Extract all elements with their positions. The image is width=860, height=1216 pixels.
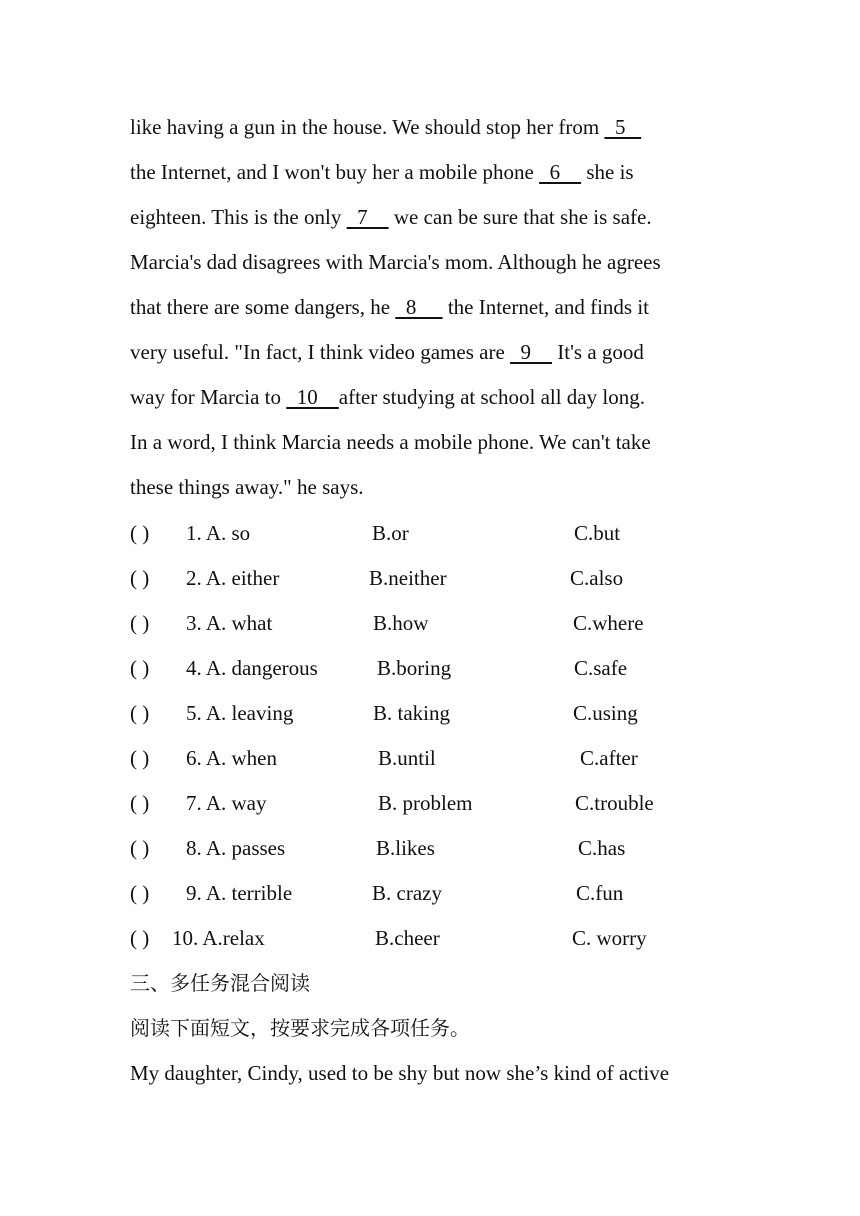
answer-paren-4[interactable]: ( ) xyxy=(130,656,150,680)
question-6-option-c: C.after xyxy=(580,746,638,770)
question-1-option-b: B.or xyxy=(372,521,409,545)
passage-line-8 xyxy=(130,430,651,454)
question-2-option-a: 2. A. either xyxy=(186,566,280,590)
answer-paren-6[interactable]: ( ) xyxy=(130,746,150,770)
question-6-option-a: 6. A. when xyxy=(186,746,277,770)
text-segment: In a word, I think Marcia needs a mobile phone. We can't take xyxy=(130,430,651,454)
answer-paren-3[interactable]: ( ) xyxy=(130,611,150,635)
answer-paren-7[interactable]: ( ) xyxy=(130,791,150,815)
text-segment: the Internet, and I won't buy her a mobile phone xyxy=(130,160,540,184)
blank-7: 7 xyxy=(346,205,389,229)
question-7-option-a: 7. A. way xyxy=(186,791,267,815)
question-10-option-b: B.cheer xyxy=(375,926,440,950)
question-4-option-a: 4. A. dangerous xyxy=(186,656,318,680)
question-4-option-c: C.safe xyxy=(574,656,628,680)
question-2-option-c: C.also xyxy=(570,566,624,590)
text-segment: like having a gun in the house. We should stop her from xyxy=(130,115,605,139)
text-segment: the Internet, and finds it xyxy=(442,295,650,319)
passage-line-6 xyxy=(130,340,644,364)
passage-line-1 xyxy=(130,115,641,139)
question-3-option-b: B.how xyxy=(373,611,429,635)
answer-paren-2[interactable]: ( ) xyxy=(130,566,150,590)
question-10-option-c: C. worry xyxy=(572,926,647,950)
text-segment: these things away." he says. xyxy=(130,475,364,499)
blank-6: 6 xyxy=(539,160,582,184)
text-segment: way for Marcia to xyxy=(130,385,287,409)
passage-line-3 xyxy=(130,205,652,229)
question-3-option-c: C.where xyxy=(573,611,644,635)
blank-10: 10 xyxy=(286,385,339,409)
question-8-option-b: B.likes xyxy=(376,836,435,860)
question-7-option-b: B. problem xyxy=(378,791,473,815)
question-1-option-a: 1. A. so xyxy=(186,521,251,545)
answer-paren-8[interactable]: ( ) xyxy=(130,836,150,860)
passage-line-4 xyxy=(130,250,661,274)
text-segment: she is xyxy=(581,160,634,184)
passage-line-9 xyxy=(130,475,364,499)
blank-9: 9 xyxy=(510,340,553,364)
question-9-option-c: C.fun xyxy=(576,881,624,905)
question-5-option-b: B. taking xyxy=(373,701,450,725)
question-7-option-c: C.trouble xyxy=(575,791,654,815)
question-10-option-a: 10. A.relax xyxy=(172,926,265,950)
next-passage-line: My daughter, Cindy, used to be shy but now she’s kind of active xyxy=(130,1061,670,1085)
question-2-option-b: B.neither xyxy=(369,566,447,590)
text-segment: after studying at school all day long. xyxy=(338,385,645,409)
section-instruction: 阅读下面短文，按要求完成各项任务。 xyxy=(130,1016,470,1040)
question-3-option-a: 3. A. what xyxy=(186,611,273,635)
question-9-option-a: 9. A. terrible xyxy=(186,881,293,905)
blank-8: 8 xyxy=(395,295,443,319)
question-4-option-b: B.boring xyxy=(377,656,452,680)
answer-paren-1[interactable]: ( ) xyxy=(130,521,150,545)
passage-line-5 xyxy=(130,295,649,319)
passage-line-7 xyxy=(130,385,645,409)
question-6-option-b: B.until xyxy=(378,746,436,770)
question-1-option-c: C.but xyxy=(574,521,621,545)
text-segment: eighteen. This is the only xyxy=(130,205,347,229)
section-title: 三、多任务混合阅读 xyxy=(130,971,310,995)
question-9-option-b: B. crazy xyxy=(372,881,442,905)
question-5-option-c: C.using xyxy=(573,701,638,725)
question-8-option-c: C.has xyxy=(578,836,626,860)
text-segment: very useful. "In fact, I think video games are xyxy=(130,340,511,364)
answer-paren-5[interactable]: ( ) xyxy=(130,701,150,725)
answer-paren-9[interactable]: ( ) xyxy=(130,881,150,905)
text-segment: It's a good xyxy=(552,340,644,364)
answer-paren-10[interactable]: ( ) xyxy=(130,926,150,950)
question-5-option-a: 5. A. leaving xyxy=(186,701,294,725)
text-segment: Marcia's dad disagrees with Marcia's mom. Although he agrees xyxy=(130,250,661,274)
question-8-option-a: 8. A. passes xyxy=(186,836,286,860)
text-segment: we can be sure that she is safe. xyxy=(388,205,652,229)
blank-5: 5 xyxy=(604,115,642,139)
text-segment: that there are some dangers, he xyxy=(130,295,396,319)
passage-line-2 xyxy=(130,160,634,184)
